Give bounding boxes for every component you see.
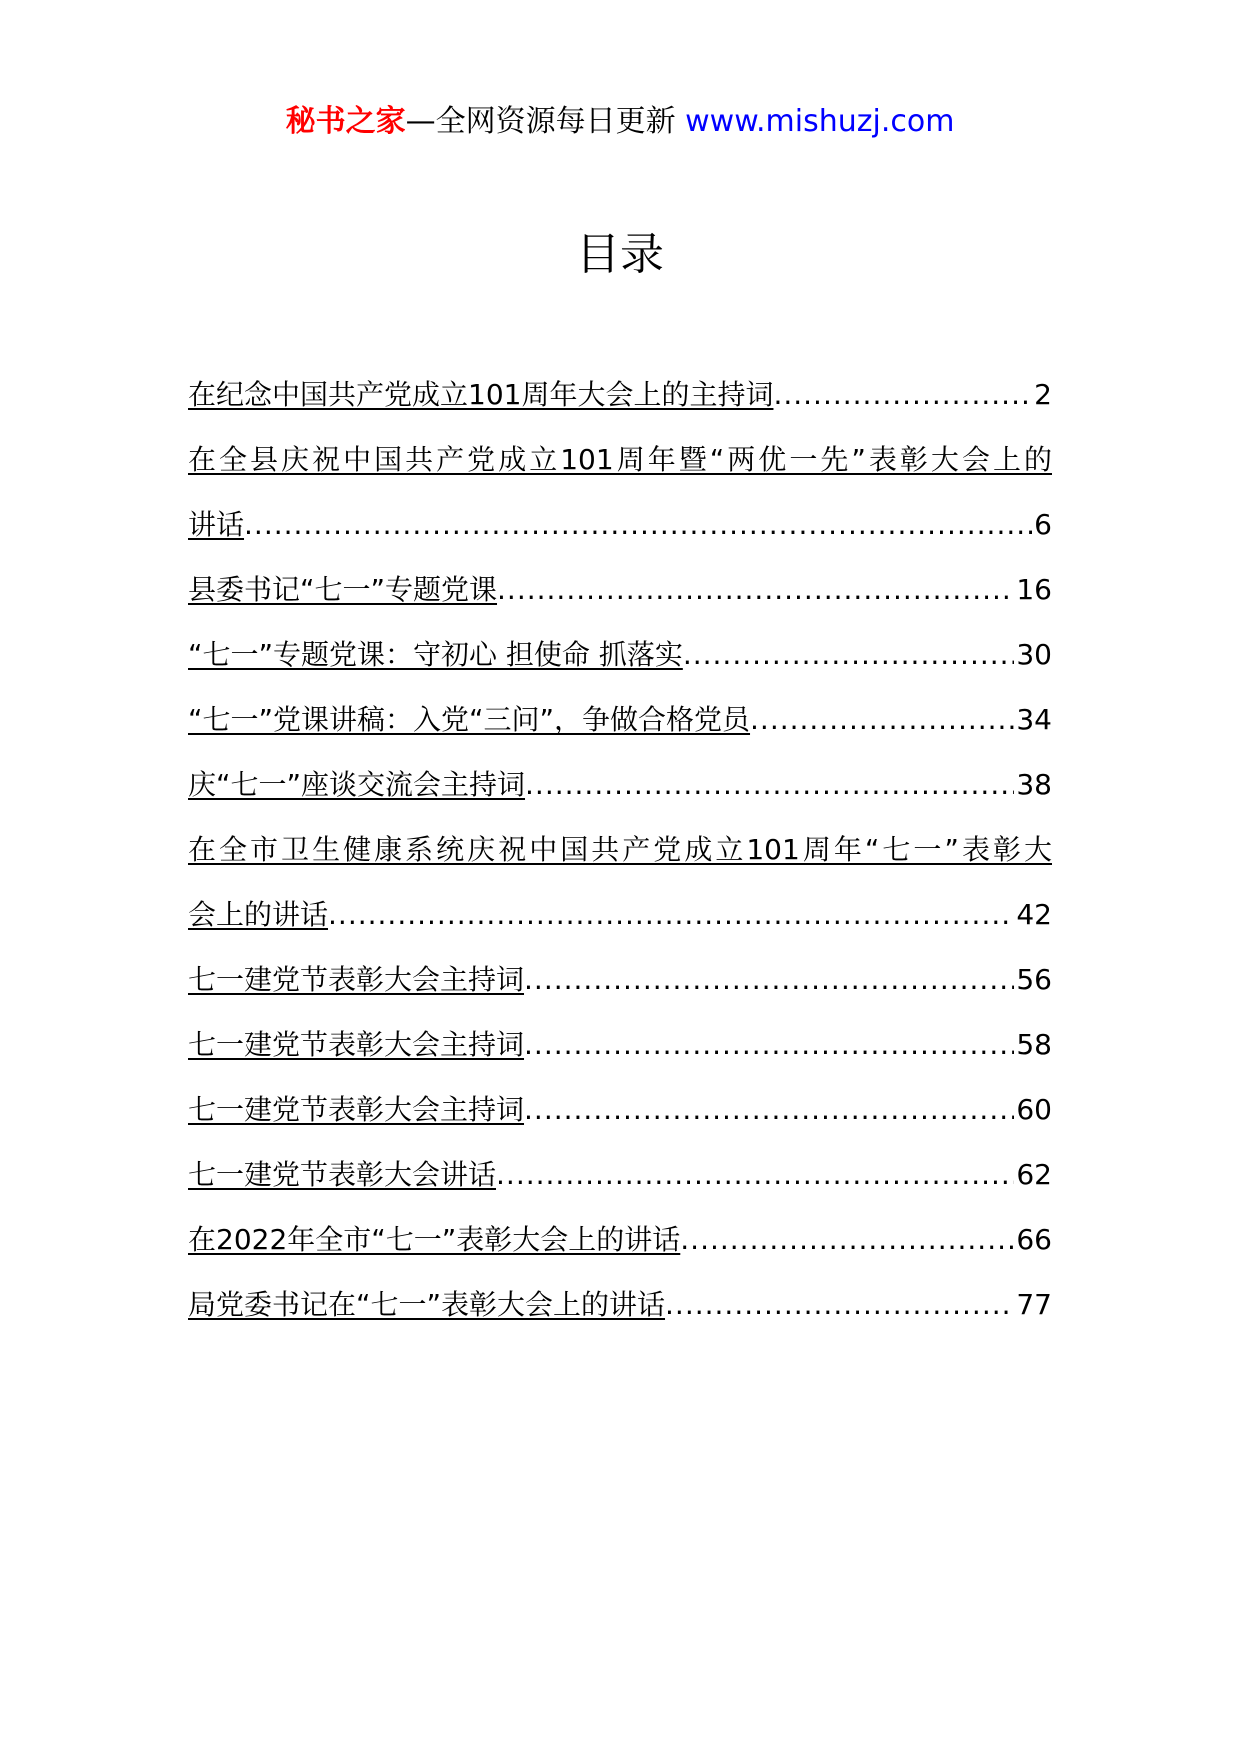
table-of-contents <box>188 362 1052 1337</box>
toc-entry-page: 77 <box>1016 1288 1052 1321</box>
toc-entry-title[interactable]: 局党委书记在“七一”表彰大会上的讲话 <box>188 1288 666 1321</box>
dot-leader <box>525 752 1014 817</box>
toc-entry-title-line2[interactable]: 会上的讲话 <box>188 898 329 931</box>
dot-leader <box>773 362 1032 427</box>
toc-entry[interactable] <box>188 427 1052 557</box>
toc-entry-page: 66 <box>1016 1223 1052 1256</box>
toc-entry-title[interactable]: 七一建党节表彰大会讲话 <box>188 1158 497 1191</box>
dot-leader <box>680 1207 1014 1272</box>
site-header <box>0 100 1240 144</box>
toc-entry[interactable] <box>188 752 1052 817</box>
dot-leader <box>683 622 1015 687</box>
toc-entry-page: 34 <box>1016 703 1052 736</box>
toc-entry[interactable] <box>188 1207 1052 1272</box>
brand-name: 秘书之家 <box>285 104 406 139</box>
toc-entry-page: 2 <box>1034 378 1052 411</box>
toc-entry-title-line1[interactable]: 在全县庆祝中国共产党成立101周年暨“两优一先”表彰大会上的 <box>188 443 1052 476</box>
toc-entry-title-line2[interactable]: 讲话 <box>188 508 245 541</box>
toc-entry-page: 30 <box>1016 638 1052 671</box>
toc-entry-title[interactable]: “七一”党课讲稿：入党“三问”，争做合格党员 <box>188 703 751 736</box>
toc-entry-title[interactable]: “七一”专题党课：守初心 担使命 抓落实 <box>188 638 683 671</box>
dot-leader <box>244 492 1032 557</box>
toc-entry-title[interactable]: 县委书记“七一”专题党课 <box>188 573 498 606</box>
toc-entry-page: 60 <box>1016 1093 1052 1126</box>
toc-entry-page: 38 <box>1016 768 1052 801</box>
toc-entry[interactable] <box>188 1272 1052 1337</box>
toc-entry-title[interactable]: 七一建党节表彰大会主持词 <box>188 1093 525 1126</box>
toc-entry[interactable] <box>188 817 1052 947</box>
dot-leader <box>328 882 1014 947</box>
dot-leader <box>750 687 1014 752</box>
toc-entry[interactable] <box>188 622 1052 687</box>
dot-leader <box>497 557 1014 622</box>
toc-entry[interactable] <box>188 1077 1052 1142</box>
dot-leader <box>524 947 1014 1012</box>
toc-entry[interactable] <box>188 557 1052 622</box>
toc-entry[interactable] <box>188 362 1052 427</box>
toc-entry-title-line1[interactable]: 在全市卫生健康系统庆祝中国共产党成立101周年“七一”表彰大 <box>188 833 1052 866</box>
dot-leader <box>524 1012 1014 1077</box>
toc-entry-title[interactable]: 在2022年全市“七一”表彰大会上的讲话 <box>188 1223 681 1256</box>
toc-entry-page: 56 <box>1016 963 1052 996</box>
toc-entry-page: 42 <box>1016 898 1052 931</box>
toc-entry-title[interactable]: 七一建党节表彰大会主持词 <box>188 963 525 996</box>
toc-entry[interactable] <box>188 687 1052 752</box>
toc-entry-title[interactable]: 庆“七一”座谈交流会主持词 <box>188 768 526 801</box>
header-tagline: —全网资源每日更新 <box>405 104 676 139</box>
page-title: 目录 <box>576 229 664 280</box>
toc-entry[interactable] <box>188 947 1052 1012</box>
toc-entry[interactable] <box>188 1012 1052 1077</box>
site-url-link[interactable]: www.mishuzj.com <box>685 104 955 139</box>
toc-entry-page: 6 <box>1034 508 1052 541</box>
dot-leader <box>665 1272 1014 1337</box>
toc-entry[interactable] <box>188 1142 1052 1207</box>
toc-entry-page: 58 <box>1016 1028 1052 1061</box>
dot-leader <box>524 1077 1014 1142</box>
toc-entry-title[interactable]: 七一建党节表彰大会主持词 <box>188 1028 525 1061</box>
toc-entry-page: 62 <box>1016 1158 1052 1191</box>
toc-entry-title[interactable]: 在纪念中国共产党成立101周年大会上的主持词 <box>188 378 774 411</box>
dot-leader <box>496 1142 1014 1207</box>
toc-entry-page: 16 <box>1016 573 1052 606</box>
